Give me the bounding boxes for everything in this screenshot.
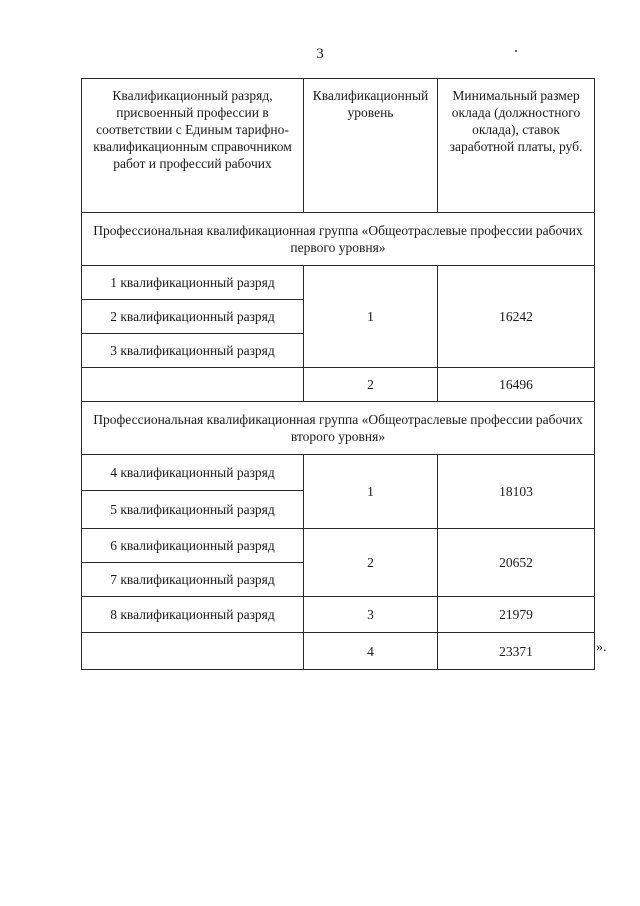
rank-cell: 8 квалификационный разряд: [82, 597, 304, 633]
table-row: [82, 597, 595, 633]
level-cell: 2: [304, 529, 438, 597]
table-row: [82, 455, 595, 491]
table-row: [82, 368, 595, 402]
level-cell: 1: [304, 455, 438, 529]
rank-cell: 5 квалификационный разряд: [82, 491, 304, 529]
salary-cell: 16496: [438, 368, 595, 402]
salary-cell: 20652: [438, 529, 595, 597]
group-title-row: [82, 402, 595, 455]
rank-cell: 6 квалификационный разряд: [82, 529, 304, 563]
group-title-second-level: Профессиональная квалификационная группа «Общеотраслевые профессии рабочих второго уровня»: [82, 402, 595, 455]
rank-cell: 1 квалификационный разряд: [82, 266, 304, 300]
rank-cell: 4 квалификационный разряд: [82, 455, 304, 491]
level-cell: 3: [304, 597, 438, 633]
salary-cell: 18103: [438, 455, 595, 529]
scan-speck: [515, 50, 517, 52]
table-header-row: [82, 79, 595, 213]
salary-cell: 16242: [438, 266, 595, 368]
page-number: 3: [316, 46, 324, 62]
header-minimum-salary: Минимальный размер оклада (должностного оклада), ставок заработной платы, руб.: [438, 79, 595, 213]
rank-cell-empty: [82, 368, 304, 402]
level-cell: 4: [304, 633, 438, 670]
table-row: [82, 266, 595, 300]
rank-cell: 3 квалификационный разряд: [82, 334, 304, 368]
salary-cell: 21979: [438, 597, 595, 633]
rank-cell: 2 квалификационный разряд: [82, 300, 304, 334]
rank-cell: 7 квалификационный разряд: [82, 563, 304, 597]
closing-quote-mark: ».: [596, 640, 607, 655]
salary-table: [81, 78, 595, 670]
level-cell: 2: [304, 368, 438, 402]
level-cell: 1: [304, 266, 438, 368]
rank-cell-empty: [82, 633, 304, 670]
salary-cell: 23371: [438, 633, 595, 670]
group-title-row: [82, 213, 595, 266]
header-qualification-level: Квалификационный уровень: [304, 79, 438, 213]
header-qualification-rank: Квалификационный разряд, присвоенный профессии в соответствии с Единым тарифно-квалификационным справочником работ и профессий рабочих: [82, 79, 304, 213]
table-row: [82, 529, 595, 563]
group-title-first-level: Профессиональная квалификационная группа «Общеотраслевые профессии рабочих первого уровня»: [82, 213, 595, 266]
table-row: [82, 633, 595, 670]
